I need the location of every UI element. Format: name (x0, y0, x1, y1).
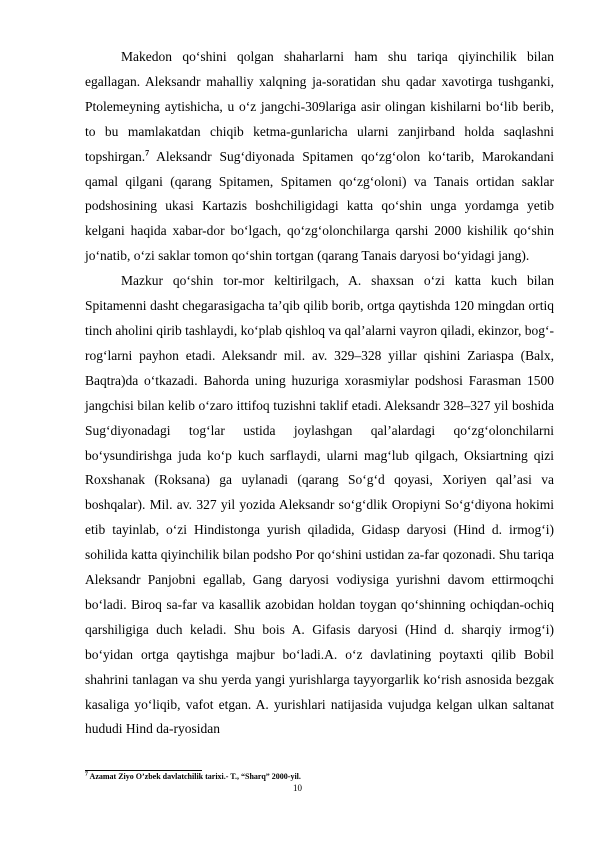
footnote-divider (85, 770, 202, 771)
footnote-reference[interactable]: 7 (145, 148, 150, 158)
document-body (85, 45, 554, 742)
footnote (85, 772, 554, 782)
footnote-number: 7 (85, 771, 88, 778)
footnote-text: Azamat Ziyo O’zbek davlatchilik tarixi.- T., “Sharq” 2000-yil. (88, 772, 301, 781)
paragraph-2: Mazkur qo‘shin tor-mor keltirilgach, A. shaxsan o‘zi katta kuch bilan Spitamenni dasht chegarasigacha ta’qib qilib borib, ortga qaytishda 120 mingdan ortiq tinch aholini qirib tashlaydi, ko‘plab qishloq va qal’alarni vayron qiladi, ekinzor, bog‘-rog‘larni payhon etadi. Aleksandr mil. av. 329–328 yillar qishini Zariaspa (Balx, Baqtra)da o‘tkazadi. Bahorda uning huzuriga xorasmiylar podshosi Farasman 1500 jangchisi bilan kelib o‘zaro ittifoq tuzishni taklif etadi. Aleksandr 328–327 yil boshida Sug‘diyonadagi tog‘lar ustida joylashgan qal’alardagi qo‘zg‘olonchilarni bo‘ysundirishga juda ko‘p kuch sarflaydi, ularni mag‘lub qilgach, Oksiartning qizi Roxshanak (Roksana) ga uylanadi (qarang So‘g‘d qoyasi, Xoriyen qal’asi va boshqalar). Mil. av. 327 yil yozida Aleksandr so‘g‘dlik Oropiyni So‘g‘diyona hokimi etib tayinlab, o‘zi Hindistonga yurish qiladida, Gidasp daryosi (Hind d. irmog‘i) sohilida katta qiyinchilik bilan podsho Por qo‘shini ustidan za-far qozonadi. Shu tariqa Aleksandr Panjobni egallab, Gang daryosi vodiysiga yurishni davom ettirmoqchi bo‘ladi. Biroq sa-far va kasallik azobidan holdan toygan qo‘shinning ochiqdan-ochiq qarshiligiga duch keladi. Shu bois A. Gifasis daryosi (Hind d. sharqiy irmog‘i) bo‘yidan ortga qaytishga majbur bo‘ladi.A. o‘z davlatining poytaxti qilib Bobil shahrini tanlagan va shu yerda yangi yurishlarga tayyorgarlik ko‘rish asnosida bezgak kasaliga yo‘liqib, vafot etgan. A. yurishlari natijasida vujudga kelgan ulkan saltanat hududi Hind da-ryosidan (85, 273, 554, 737)
paragraph-1-text-start: Makedon qo‘shini qolgan shaharlarni ham shu tariqa qiyinchilik bilan egallagan. Aleksandr mahalliy xalqning ja-soratidan shu qadar xavotirga tushganki, Ptolemeyning aytishicha, u o‘z jangchi-309lariga asir olingan kishilarni bo‘lib berib, to bu mamlakatdan chiqib ketma-gunlaricha ularni zanjirband holda saqlashni topshirgan. (85, 49, 554, 164)
paragraph-1 (85, 45, 554, 269)
page-number: 10 (293, 783, 302, 793)
paragraph-1-text-end: Aleksandr Sug‘diyonada Spitamen qo‘zg‘olon ko‘tarib, Marokandani qamal qilgani (qarang Spitamen, Spitamen qo‘zg‘oloni) va Tanais ortidan saklar podshosining ukasi Kartazis boshchiligidagi katta qo‘shin unga yordamga yetib kelgani haqida xabar-dor bo‘lgach, qo‘zg‘olonchilarga qarshi 2000 kishilik qo‘shin jo‘natib, o‘zi saklar tomon qo‘shin tortgan (qarang Tanais daryosi bo‘yidagi jang). (85, 148, 554, 264)
